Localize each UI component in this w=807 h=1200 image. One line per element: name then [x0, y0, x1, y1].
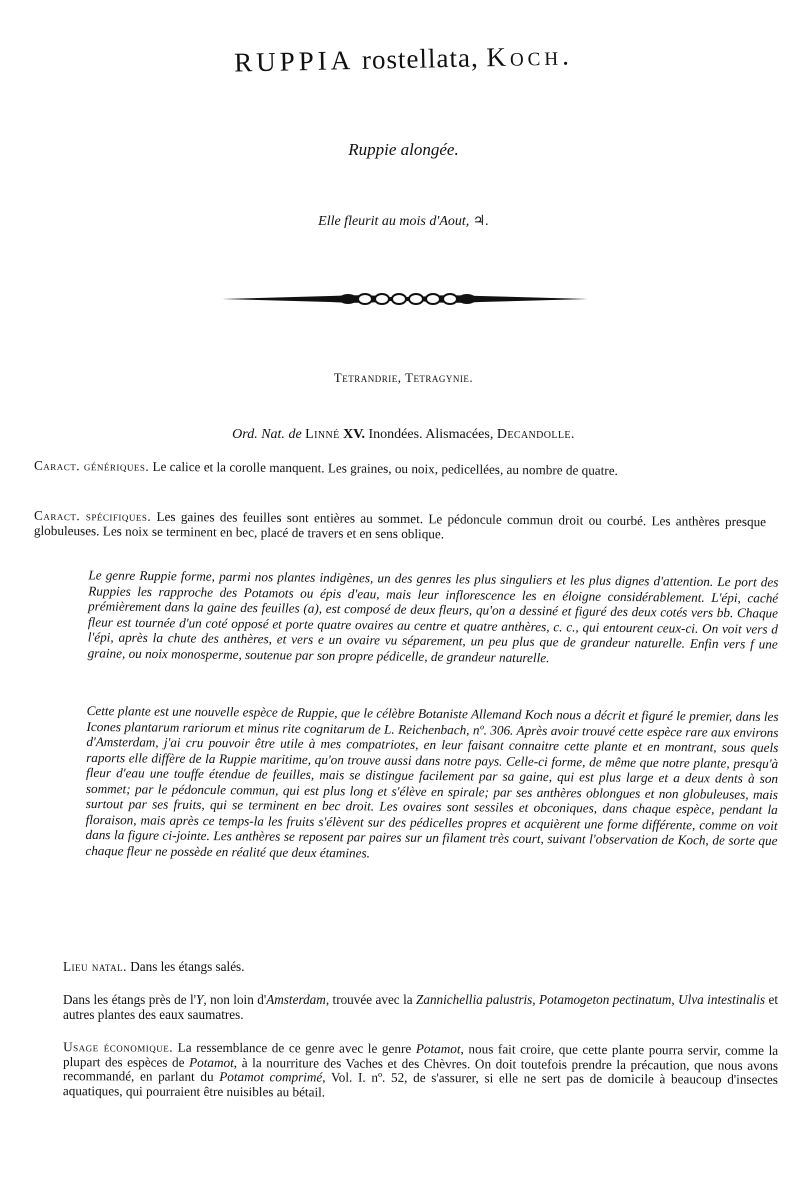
habitat-text-3: , trouvée avec la	[325, 992, 417, 1007]
habitat-text-4: ,	[532, 992, 540, 1007]
ord-nat-prefix: Ord. Nat.	[232, 427, 285, 442]
page-title	[0, 36, 807, 84]
habitat-species-potamogeton: Potamogeton pectinatum	[539, 992, 672, 1007]
ornament-divider-icon	[220, 284, 590, 314]
habitat-species-ulva: Ulva intestinalis	[678, 992, 766, 1007]
usage-potamot-2: Potamot	[189, 1054, 234, 1070]
habitat-text-2: , non loin d'	[203, 992, 267, 1007]
habitat-place-amsterdam: Amsterdam	[266, 992, 326, 1007]
species-description: Cette plante est une nouvelle espèce de Ruppie, que le célèbre Botaniste Allemand Koch nous a décrit et figuré le premier, dans les Icones plantarum rariorum et minus rite cognitarum de L. Reichenbach, nº. 306. Après avoir trouvé cette espèce rare aux environs d'Amsterdam, j'ai cru pouvoir être utile à mes compatriotes, en leur faisant connaitre cette plante et en montrant, sous quels raports elle diffère de la Ruppie maritime, qu'on trouve aussi dans notre pays. Celle-ci forme, de même que notre plante, presqu'à fleur d'eau une touffe étendue de feuilles, mais se distingue facilement par sa gaine, qui est plus large et a deux dents à son sommet; par le pédoncule commun, qui est plus long et s'élève en spirale; par ses anthères oblongues et non globuleuses, mais surtout par ses fruits, qui se terminent en bec droit. Les ovaires sont sessiles et obconiques, dans chaque espèce, pendant la floraison, mais après ce temps-la les fruits s'élèvent sur des pédicelles propres et acquièrent une forme différente, comme on voit dans la figure ci-jointe. Les anthères se reposent par paires sur un filament très court, suivant l'observation de Koch, de sorte que chaque fleur ne possède en réalité que deux étamines.	[85, 702, 779, 860]
economic-usage-heading: Usage économique.	[63, 1039, 174, 1055]
ord-nat-decandolle: Decandolle.	[496, 427, 575, 442]
flowering-note: Elle fleurit au mois d'Aout, ♃.	[318, 214, 489, 229]
generic-characters	[34, 459, 766, 480]
usage-text-2: , nous fait croire, que cette plante pourra servir, comme la plupart des espèces de	[63, 1041, 779, 1070]
genus-description: Le genre Ruppie forme, parmi nos plantes indigènes, un des genres les plus singuliers et les plus dignes d'attention. Le port des Ruppies les rapproche des Potamots ou épis d'eau, mais leur inflorescence les en éloigne considérablement. L'épi, caché prémièrement dans la gaine des feuilles (a), est composé de deux fleurs, qu'on a dessiné et figuré des deux cotés vers bb. Chaque fleur est tournée d'un coté opposé et porte quatre ovaires au centre et quatre anthères, c. c., qui entourent ceux-ci. On voit vers d l'épi, après la chute des anthères, et vers e un ovaire vu séparement, un peu plus que de grandeur naturelle. Enfin vers f une graine, ou noix monosperme, soutenue par son propre pédicelle, de grandeur naturelle.	[87, 567, 779, 665]
ord-nat-families: Inondées. Alismacées,	[368, 427, 494, 442]
native-habitat	[63, 960, 763, 975]
habitat-details	[63, 993, 778, 1022]
usage-potamot-1: Potamot	[415, 1040, 461, 1057]
usage-text-1: La ressemblance de ce genre avec le genre	[173, 1039, 416, 1056]
specific-characters-text: Les gaines des feuilles sont entières au sommet. Le pédoncule commun droit ou courbé. Les anthères presque globuleuses. Les noix se terminent en bec, placé de travers et en sens oblique.	[33, 508, 767, 541]
specific-characters	[34, 509, 766, 545]
habitat-text-5: ,	[671, 992, 679, 1007]
generic-characters-text: Le calice et la corolle manquent. Les graines, ou noix, pedicellées, au nombre de quatre.	[149, 458, 618, 478]
ord-nat-linne: Linné	[305, 427, 340, 442]
usage-text-3: , à la nourriture des Vaches et des Chèvres. On doit toutefois prendre la précaution, que nous avons recommandé, en parlant du	[62, 1054, 779, 1085]
common-name: Ruppie alongée.	[348, 140, 459, 159]
native-habitat-text: Dans les étangs salés.	[126, 959, 245, 974]
title-species: rostellata,	[361, 42, 479, 75]
natural-order	[0, 427, 807, 443]
ord-nat-number: XV.	[343, 427, 366, 442]
usage-potamot-3: Potamot comprimé	[219, 1069, 323, 1085]
specific-characters-heading: Caract. spécifiques.	[34, 507, 152, 524]
ord-nat-de: de	[288, 427, 302, 442]
habitat-place-y: Y	[196, 992, 204, 1007]
usage-text-4: , Vol. I. nº. 52, de s'assurer, si elle ne sert pas de domicile à beaucoup d'insectes aquatiques, qui pourraient être nuisibles au bétail.	[62, 1069, 778, 1100]
habitat-text-6: et autres plantes des eaux saumatres.	[63, 992, 779, 1022]
classification: Tetrandrie, Tetragynie.	[333, 370, 474, 385]
habitat-species-zannichellia: Zannichellia palustris	[416, 992, 533, 1007]
title-author: Koch.	[486, 40, 574, 73]
generic-characters-heading: Caract. génériques.	[33, 457, 150, 474]
habitat-text-1: Dans les étangs près de l'	[63, 992, 197, 1007]
title-genus: RUPPIA	[233, 45, 355, 78]
economic-usage	[63, 1040, 778, 1102]
native-habitat-heading: Lieu natal.	[63, 959, 127, 974]
